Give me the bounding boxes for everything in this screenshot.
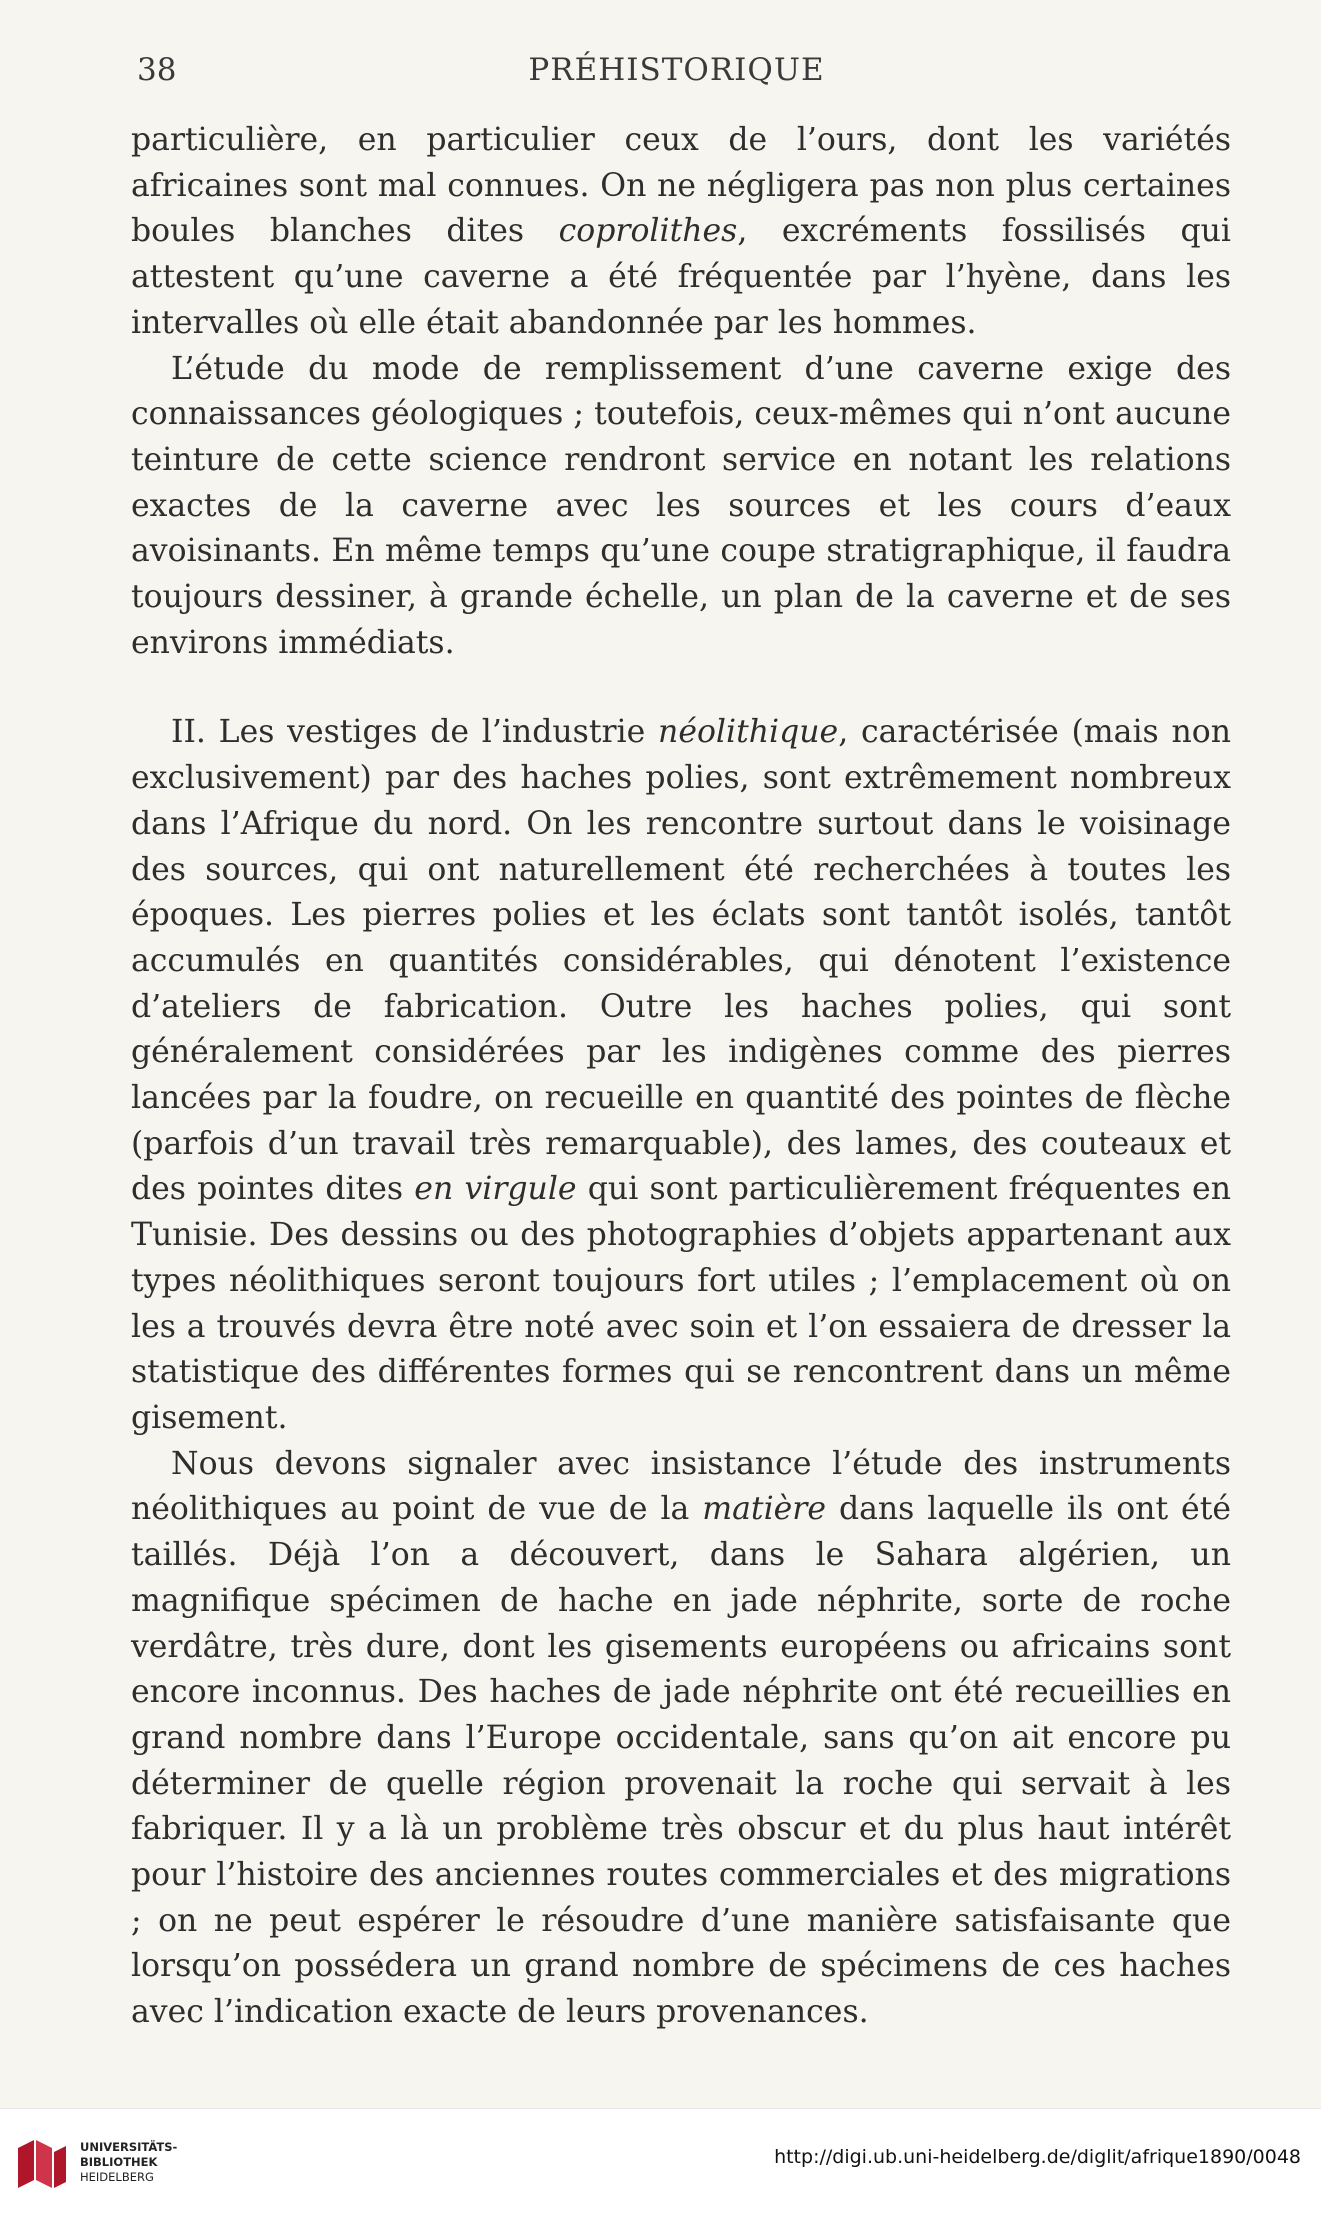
running-title: PRÉHISTORIQUE: [528, 52, 825, 88]
source-url-link[interactable]: http://digi.ub.uni-heidelberg.de/diglit/afrique1890/0048: [774, 2146, 1301, 2168]
institution-name: [80, 2140, 177, 2185]
paragraph-caves: [131, 118, 1231, 347]
paragraph-neolithic-industry: [131, 710, 1231, 1441]
institution-line: UNIVERSITÄTS-: [80, 2140, 178, 2154]
italic-term-matiere: matière: [702, 1491, 827, 1528]
paragraph-text: II. Les vestiges de l’industrie: [171, 714, 659, 751]
paragraph-text: , caractérisée (mais non exclusivement) par des haches polies, sont extrêmement nombreux dans l’Afrique du nord. On les rencontre surtout dans le voisinage des sources, qui ont naturellement été recherchées à toutes les époques. Les pierres polies et les éclats sont tantôt isolés, tantôt accumulés en quantités considérables, qui dénotent l’existence d’ateliers de fabrication. Outre les haches polies, qui sont généralement considérées par les indigènes comme des pierres lancées par la foudre, on recueille en quantité des pointes de flèche (parfois d’un travail très remarquable), des lames, des couteaux et des pointes dites: [131, 714, 1231, 1208]
university-library-logo-icon: [14, 2136, 70, 2194]
italic-term-en-virgule: en virgule: [414, 1171, 577, 1208]
paragraph-text: , excréments fossilisés qui attestent qu’une caverne a été fréquentée par l’hyène, dans les intervalles où elle était abandonnée par les hommes.: [131, 213, 1231, 341]
page-header: [132, 52, 1221, 102]
paragraph-text: Nous devons signaler avec insistance l’étude des instruments néolithiques au point de vue de la: [131, 1445, 1231, 1528]
paragraph-text: dans laquelle ils ont été taillés. Déjà l’on a découvert, dans le Sahara algérien, un magnifique spécimen de hache en jade néphrite, sorte de roche verdâtre, très dure, dont les gisements européens ou africains sont encore inconnus. Des haches de jade néphrite ont été recueillies en grand nombre dans l’Europe occidentale, sans qu’on ait encore pu déterminer de quelle région provenait la roche qui servait à les fabriquer. Il y a là un problème très obscur et du plus haut intérêt pour l’histoire des anciennes routes commerciales et des migrations ; on ne peut espérer le résoudre d’une manière satisfaisante que lorsqu’on possédera un grand nombre de spécimens de ces haches avec l’indication exacte de leurs provenances.: [131, 1491, 1231, 2031]
institution-line: HEIDELBERG: [80, 2170, 154, 2184]
paragraph-text: L’étude du mode de remplissement d’une caverne exige des connaissances géologiques ; toutefois, ceux-mêmes qui n’ont aucune teinture de cette science rendront service en notant les relations exactes de la caverne avec les sources et les cours d’eaux avoisinants. En même temps qu’une coupe stratigraphique, il faudra toujours dessiner, à grande échelle, un plan de la caverne et de ses environs immédiats.: [131, 350, 1231, 661]
paragraph-text: particulière, en particulier ceux de l’ours, dont les variétés africaines sont mal connues. On ne négligera pas non plus certaines boules blanches dites: [131, 122, 1231, 250]
paragraph-material-study: [131, 1442, 1231, 2036]
italic-term-coprolithes: coprolithes: [558, 213, 738, 250]
institution-line: BIBLIOTHEK: [80, 2155, 158, 2169]
page-number: 38: [137, 52, 177, 88]
italic-term-neolithique: néolithique: [658, 714, 839, 751]
body-text: [131, 118, 1231, 2036]
paragraph-cave-filling: [131, 347, 1231, 667]
paragraph-text: qui sont particulièrement fréquentes en Tunisie. Des dessins ou des photographies d’objets appartenant aux types néolithiques seront toujours fort utiles ; l’emplacement où on les a trouvés devra être noté avec soin et l’on essaiera de dresser la statistique des différentes formes qui se rencontrent dans un même gisement.: [131, 1171, 1231, 1436]
